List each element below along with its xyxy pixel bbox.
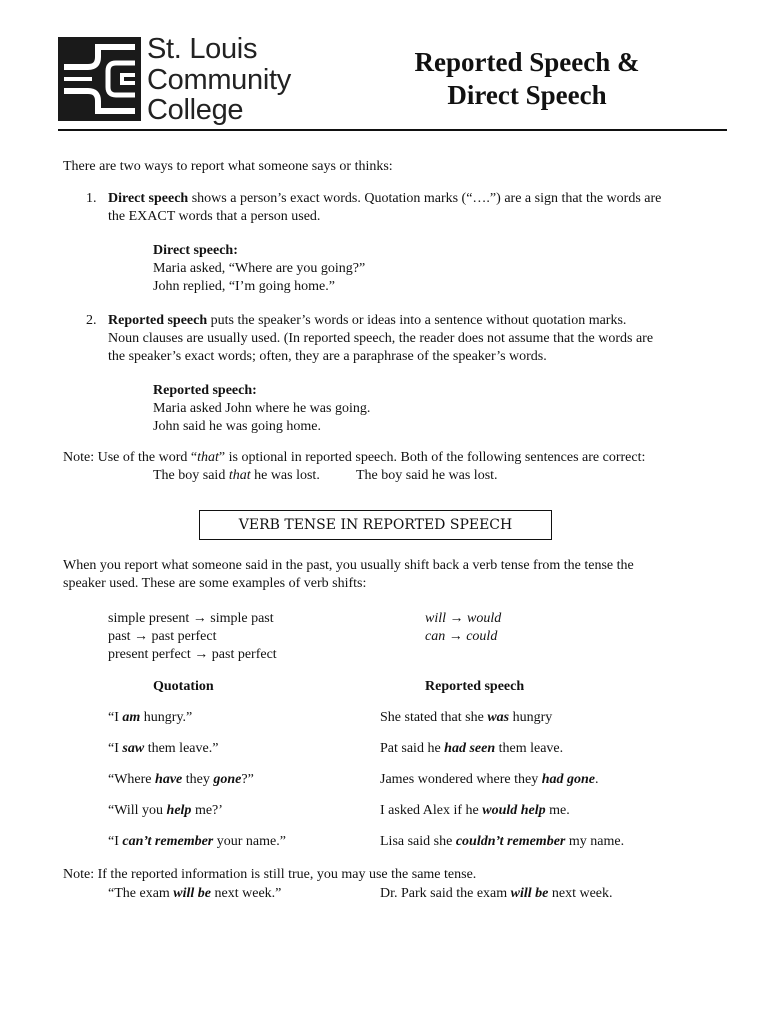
shift-right-1: will → would: [425, 611, 502, 626]
direct-speech-heading: Direct speech:: [153, 243, 238, 258]
college-logo-mark-icon: [58, 37, 141, 121]
table-row-5-reported: Lisa said she couldn’t remember my name.: [380, 834, 625, 849]
shift-left-2: past → past perfect: [108, 629, 217, 644]
note1-example-2: The boy said he was lost.: [356, 468, 498, 483]
shift-left-1: simple present → simple past: [108, 611, 274, 626]
table-row-1-reported: She stated that she was hungry: [380, 710, 553, 725]
table-row-3-reported: James wondered where they had gone.: [380, 772, 599, 787]
item2-number: 2.: [86, 313, 97, 328]
item1-line-1: [108, 191, 661, 207]
table-row-2-reported: Pat said he had seen them leave.: [380, 741, 564, 756]
item2-text-a: puts the speaker’s words or ideas into a sentence without quotation marks.: [207, 313, 627, 328]
reported-speech-heading: Reported speech:: [153, 383, 257, 398]
table-row-3-quote: “Where have they gone?”: [108, 772, 254, 787]
page-title-line-1: Reported Speech &: [414, 47, 640, 77]
logo-text-line-3: College: [147, 94, 244, 126]
table-row-4-reported: I asked Alex if he would help me.: [380, 803, 570, 818]
shift-left-3: present perfect → past perfect: [108, 647, 277, 662]
item2-term: Reported speech: [108, 313, 208, 328]
table-header-reported: Reported speech: [425, 679, 525, 694]
verb-shift-para-line-1: When you report what someone said in the past, you usually shift back a verb tense from the tense the: [63, 558, 634, 573]
direct-example-2: John replied, “I’m going home.”: [153, 279, 335, 294]
table-row-2-quote: “I saw them leave.”: [108, 741, 219, 756]
item1-number: 1.: [86, 191, 97, 206]
header-divider: [58, 129, 727, 131]
item1-line-2: the EXACT words that a person used.: [108, 209, 321, 224]
table-row-5-quote: “I can’t remember your name.”: [108, 834, 286, 849]
table-row-4-quote: “Will you help me?’: [108, 803, 223, 818]
logo-text-line-1: St. Louis: [147, 33, 258, 65]
note2-example-2: Dr. Park said the exam will be next week.: [380, 886, 613, 901]
direct-example-1: Maria asked, “Where are you going?”: [153, 261, 366, 276]
section-heading-box: VERB TENSE IN REPORTED SPEECH: [199, 510, 552, 540]
note2-text: Note: If the reported information is still true, you may use the same tense.: [63, 867, 477, 882]
shift-right-2: can → could: [425, 629, 498, 644]
note1-text: Note: Use of the word “that” is optional in reported speech. Both of the following sentences are correct:: [63, 450, 646, 465]
item1-text-a: shows a person’s exact words. Quotation marks (“….”) are a sign that the words are: [188, 191, 662, 206]
item1-term: Direct speech: [108, 191, 189, 206]
intro-text: There are two ways to report what someone says or thinks:: [63, 159, 393, 174]
item2-line-1: [108, 313, 626, 329]
item2-line-3: the speaker’s exact words; often, they are a paraphrase of the speaker’s words.: [108, 349, 547, 364]
reported-example-2: John said he was going home.: [153, 419, 321, 434]
logo-text-line-2: Community: [147, 64, 291, 96]
note1-example-1: The boy said that he was lost.: [153, 468, 320, 483]
note2-example-1: “The exam will be next week.”: [108, 886, 282, 901]
reported-example-1: Maria asked John where he was going.: [153, 401, 371, 416]
verb-shift-para-line-2: speaker used. These are some examples of verb shifts:: [63, 576, 367, 591]
table-header-quotation: Quotation: [153, 679, 214, 694]
item2-line-2: Noun clauses are usually used. (In reported speech, the reader does not assume that the words are: [108, 331, 654, 346]
page-title-line-2: Direct Speech: [447, 80, 607, 110]
table-row-1-quote: “I am hungry.”: [108, 710, 193, 725]
